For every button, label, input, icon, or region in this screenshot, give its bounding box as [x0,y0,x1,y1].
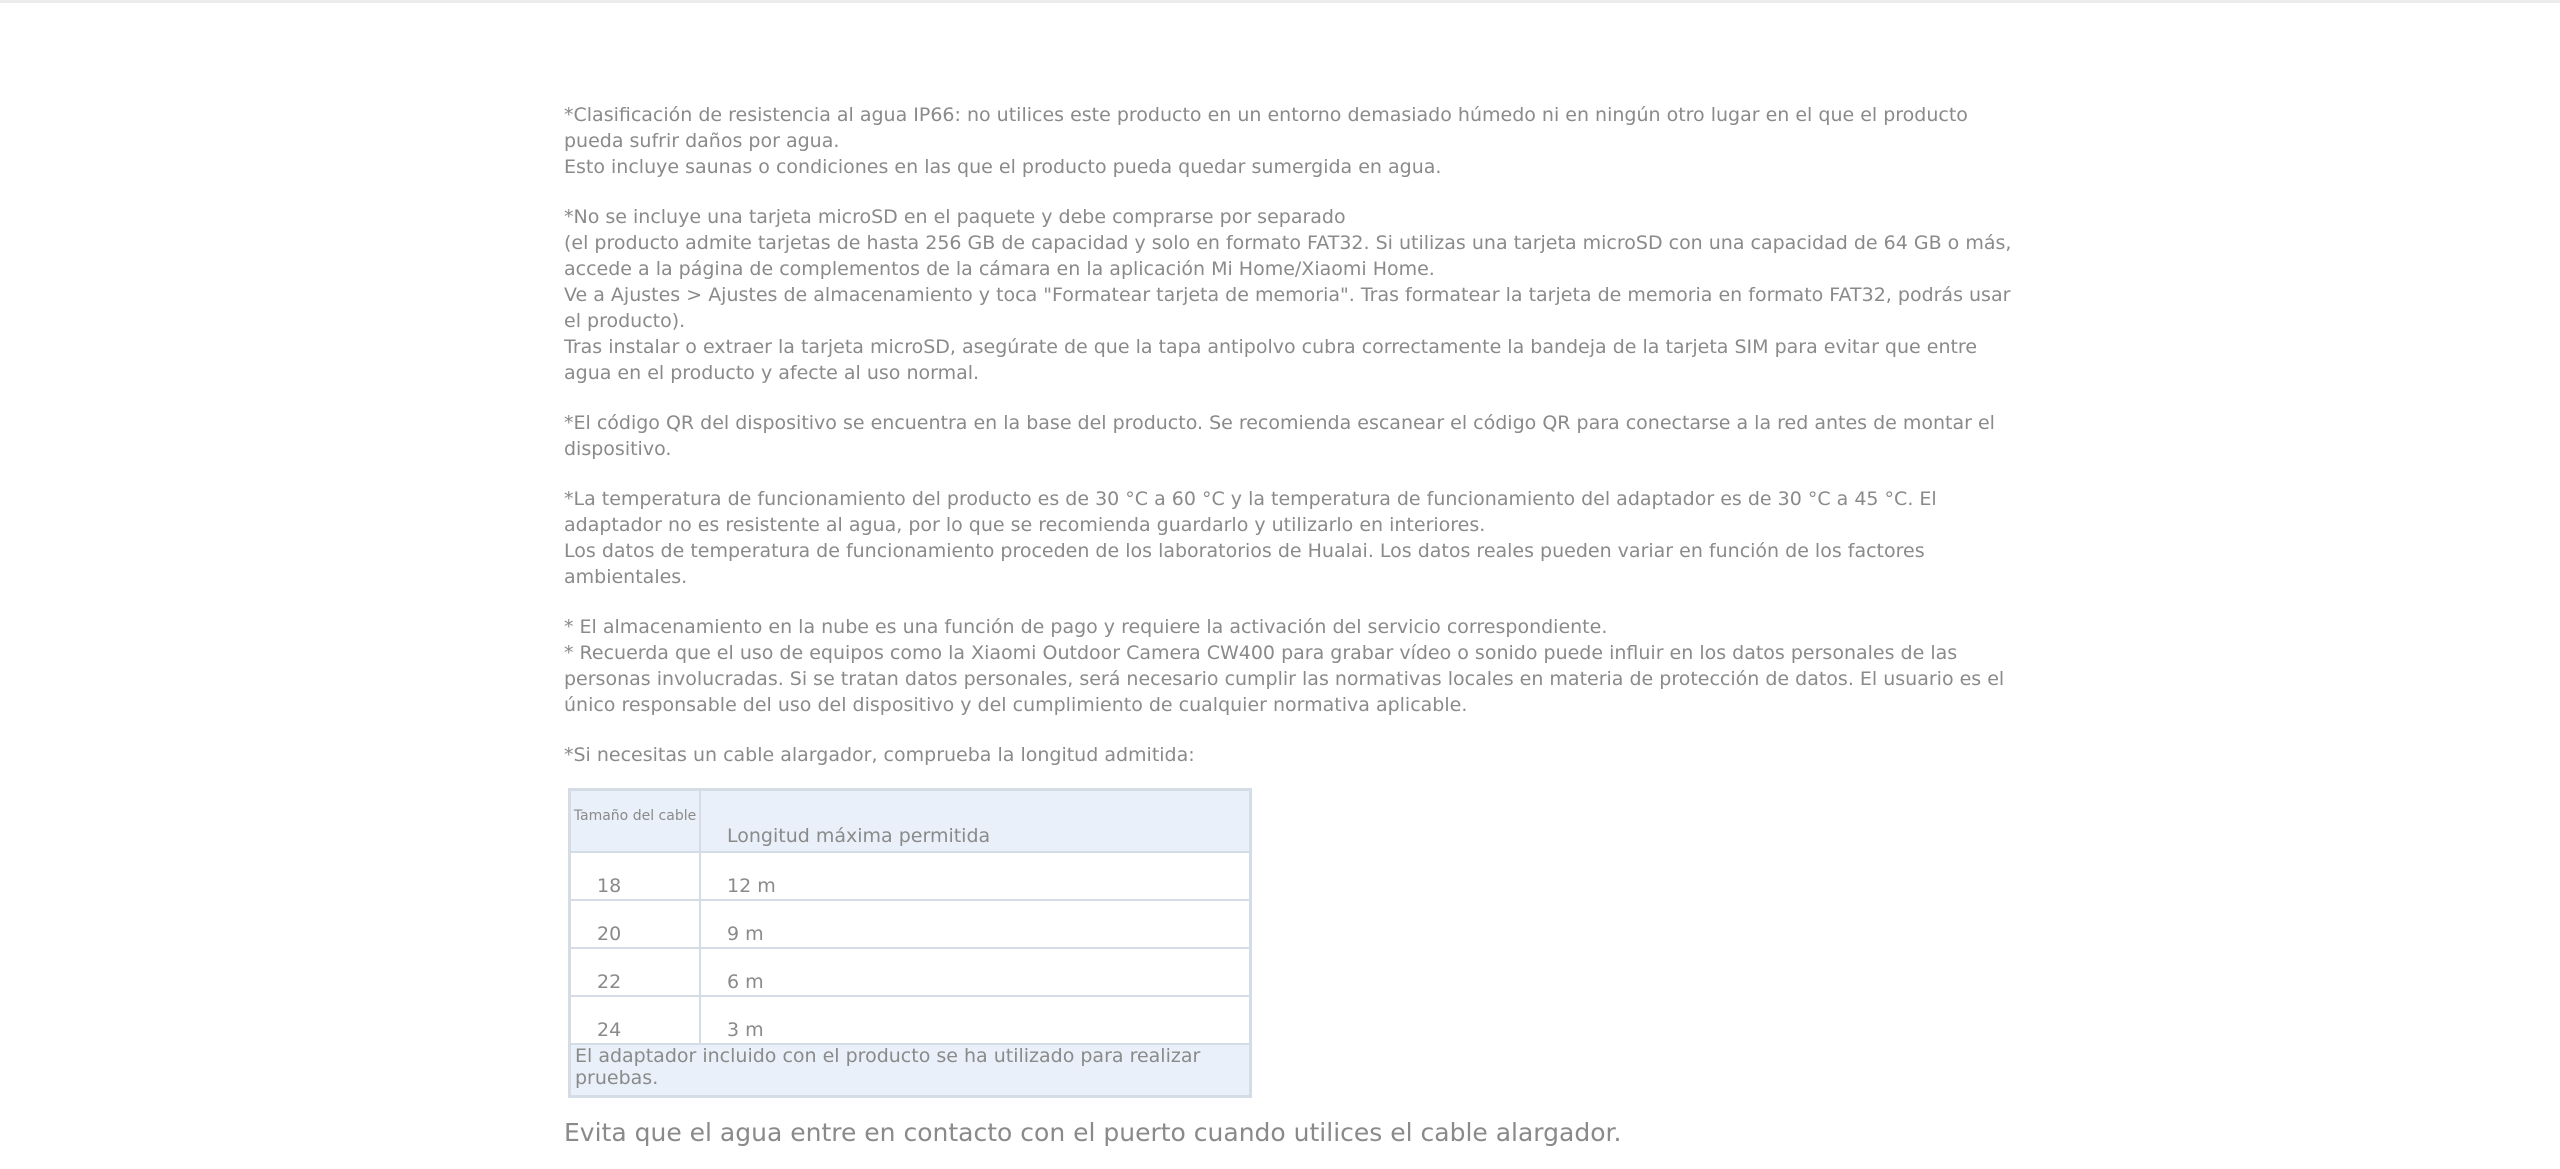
table-row [570,900,1251,948]
cell-length: 3 m [700,996,1251,1044]
table-header-row [570,790,1251,853]
note-line: (el producto admite tarjetas de hasta 256 GB de capacidad y solo en formato FAT32. Si utilizas una tarjeta microSD con una capacidad de 64 GB o más, accede a la página de complementos de la cámara en la aplicación Mi Home/Xiaomi Home. [564,232,2012,280]
note-line: *Clasificación de resistencia al agua IP66: no utilices este producto en un entorno demasiado húmedo ni en ningún otro lugar en el que el producto pueda sufrir daños por agua. [564,104,1968,152]
cell-gauge: 24 [570,996,701,1044]
note-temperature [564,486,2014,590]
cell-length: 9 m [700,900,1251,948]
top-divider [0,0,2560,3]
header-cable-size: Tamaño del cable [570,790,701,853]
note-line: *No se incluye una tarjeta microSD en el paquete y debe comprarse por separado [564,206,1346,228]
cell-length: 6 m [700,948,1251,996]
cell-length: 12 m [700,852,1251,900]
note-cloud-privacy [564,614,2014,718]
table-footer-row [570,1044,1251,1097]
note-line: *El código QR del dispositivo se encuentra en la base del producto. Se recomienda escanear el código QR para conectarse a la red antes de montar el dispositivo. [564,412,1995,460]
note-line: Tras instalar o extraer la tarjeta microSD, asegúrate de que la tapa antipolvo cubra correctamente la bandeja de la tarjeta SIM para evitar que entre agua en el producto y afecte al uso normal. [564,336,1978,384]
note-microsd [564,204,2014,386]
note-qr-code [564,410,2014,462]
note-line: Ve a Ajustes > Ajustes de almacenamiento y toca "Formatear tarjeta de memoria". Tras formatear la tarjeta de memoria en formato FAT32, podrás usar el producto). [564,284,2011,332]
table-row [570,948,1251,996]
cable-length-table [568,788,1252,1098]
cell-gauge: 20 [570,900,701,948]
note-line: * El almacenamiento en la nube es una función de pago y requiere la activación del servicio correspondiente. [564,616,1608,638]
note-line: *Si necesitas un cable alargador, comprueba la longitud admitida: [564,744,1195,766]
note-line: Esto incluye saunas o condiciones en las que el producto pueda quedar sumergida en agua. [564,156,1442,178]
table-row [570,996,1251,1044]
cell-gauge: 22 [570,948,701,996]
note-line: *La temperatura de funcionamiento del producto es de 30 °C a 60 °C y la temperatura de funcionamiento del adaptador es de 30 °C a 45 °C. El adaptador no es resistente al agua, por lo que se recomienda guardarlo y utilizarlo en interiores. [564,488,1937,536]
final-warning-note: Evita que el agua entre en contacto con el puerto cuando utilices el cable alargador. [564,1118,1622,1147]
table-footer-note: El adaptador incluido con el producto se ha utilizado para realizar pruebas. [570,1044,1251,1097]
cell-gauge: 18 [570,852,701,900]
note-extension-cable [564,742,2014,768]
spec-notes-section [564,102,2014,1150]
note-line: * Recuerda que el uso de equipos como la Xiaomi Outdoor Camera CW400 para grabar vídeo o sonido puede influir en los datos personales de las personas involucradas. Si se tratan datos personales, será necesario cumplir las normativas locales en materia de protección de datos. El usuario es el único responsable del uso del dispositivo y del cumplimiento de cualquier normativa aplicable. [564,642,2005,716]
table-row [570,852,1251,900]
note-water-resistance [564,102,2014,180]
note-line: Los datos de temperatura de funcionamiento proceden de los laboratorios de Hualai. Los datos reales pueden variar en función de los factores ambientales. [564,540,1925,588]
header-max-length: Longitud máxima permitida [700,790,1251,853]
